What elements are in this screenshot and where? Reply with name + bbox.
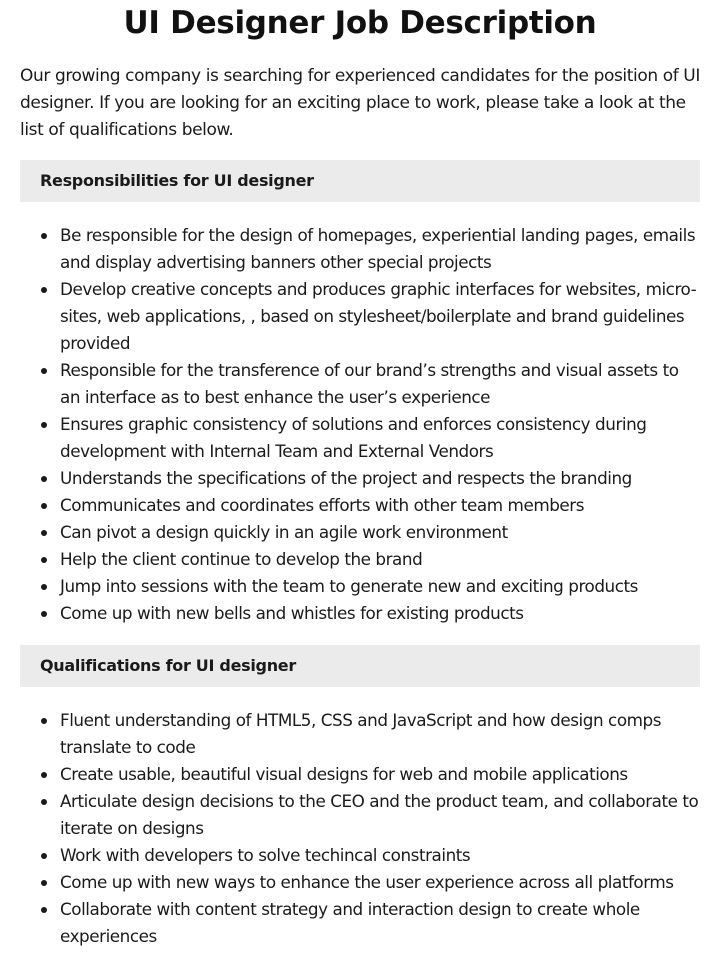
list-item-text: Responsible for the transference of our brand’s strengths and visual assets to an interface as to best enhance the user’s experience bbox=[60, 360, 679, 407]
responsibilities-heading: Responsibilities for UI designer bbox=[20, 160, 700, 202]
list-item-text: Jump into sessions with the team to generate new and exciting products bbox=[60, 576, 638, 596]
responsibilities-list bbox=[20, 222, 700, 627]
list-item bbox=[20, 276, 700, 357]
list-item bbox=[20, 896, 700, 950]
bullet-icon bbox=[41, 853, 47, 859]
bullet-icon bbox=[41, 584, 47, 590]
list-item bbox=[20, 411, 700, 465]
bullet-icon bbox=[41, 530, 47, 536]
list-item bbox=[20, 842, 700, 869]
list-item bbox=[20, 519, 700, 546]
list-item-text: Understands the specifications of the project and respects the branding bbox=[60, 468, 632, 488]
list-item-text: Collaborate with content strategy and interaction design to create whole experiences bbox=[60, 899, 640, 946]
bullet-icon bbox=[41, 368, 47, 374]
list-item-text: Be responsible for the design of homepages, experiential landing pages, emails and display advertising banners other special projects bbox=[60, 225, 696, 272]
bullet-icon bbox=[41, 880, 47, 886]
bullet-icon bbox=[41, 718, 47, 724]
list-item bbox=[20, 222, 700, 276]
list-item-text: Fluent understanding of HTML5, CSS and JavaScript and how design comps translate to code bbox=[60, 710, 662, 757]
list-item bbox=[20, 573, 700, 600]
bullet-icon bbox=[41, 611, 47, 617]
list-item-text: Come up with new bells and whistles for existing products bbox=[60, 603, 524, 623]
list-item bbox=[20, 357, 700, 411]
qualifications-heading: Qualifications for UI designer bbox=[20, 645, 700, 687]
list-item-text: Develop creative concepts and produces graphic interfaces for websites, micro-sites, web applications, , based on stylesheet/boilerplate and brand guidelines provided bbox=[60, 279, 697, 353]
bullet-icon bbox=[41, 476, 47, 482]
list-item-text: Ensures graphic consistency of solutions and enforces consistency during development with Internal Team and External Vendors bbox=[60, 414, 647, 461]
list-item bbox=[20, 707, 700, 761]
list-item bbox=[20, 546, 700, 573]
list-item-text: Articulate design decisions to the CEO and the product team, and collaborate to iterate on designs bbox=[60, 791, 699, 838]
bullet-icon bbox=[41, 422, 47, 428]
list-item-text: Come up with new ways to enhance the user experience across all platforms bbox=[60, 872, 674, 892]
bullet-icon bbox=[41, 503, 47, 509]
list-item bbox=[20, 465, 700, 492]
list-item bbox=[20, 788, 700, 842]
page-title: UI Designer Job Description bbox=[123, 5, 597, 41]
list-item bbox=[20, 600, 700, 627]
qualifications-list bbox=[20, 707, 700, 950]
bullet-icon bbox=[41, 557, 47, 563]
intro-paragraph: Our growing company is searching for experienced candidates for the position of UI designer. If you are looking for an exciting place to work, please take a look at the list of qualifications below. bbox=[20, 66, 700, 140]
bullet-icon bbox=[41, 799, 47, 805]
list-item bbox=[20, 492, 700, 519]
list-item-text: Help the client continue to develop the brand bbox=[60, 549, 423, 569]
list-item-text: Create usable, beautiful visual designs for web and mobile applications bbox=[60, 764, 628, 784]
bullet-icon bbox=[41, 287, 47, 293]
list-item bbox=[20, 869, 700, 896]
list-item-text: Can pivot a design quickly in an agile work environment bbox=[60, 522, 508, 542]
bullet-icon bbox=[41, 233, 47, 239]
list-item-text: Work with developers to solve techincal constraints bbox=[60, 845, 471, 865]
bullet-icon bbox=[41, 772, 47, 778]
bullet-icon bbox=[41, 907, 47, 913]
list-item bbox=[20, 761, 700, 788]
list-item-text: Communicates and coordinates efforts with other team members bbox=[60, 495, 585, 515]
